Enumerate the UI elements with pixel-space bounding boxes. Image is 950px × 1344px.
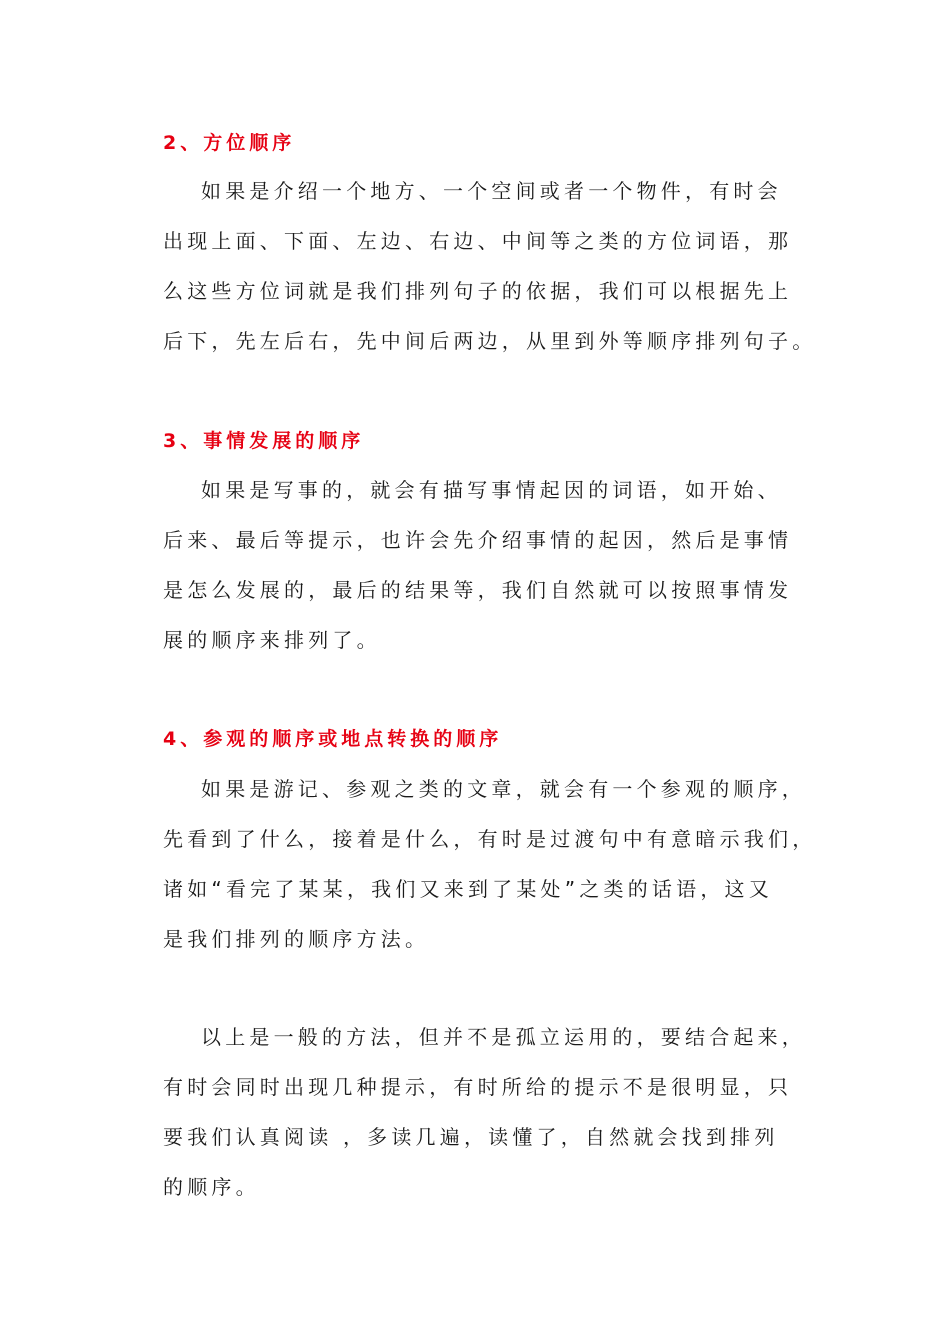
paragraph-line: 展的顺序来排列了。	[163, 628, 381, 652]
paragraph-line: 有时会同时出现几种提示，有时所给的提示不是很明显，只	[163, 1075, 793, 1099]
paragraph-line: 要我们认真阅读 ，多读几遍，读懂了，自然就会找到排列	[163, 1125, 779, 1149]
paragraph-line: 后来、最后等提示，也许会先介绍事情的起因，然后是事情	[163, 528, 793, 552]
paragraph-line: 是我们排列的顺序方法。	[163, 927, 430, 951]
section-heading-event-order: 3、事情发展的顺序	[163, 430, 365, 452]
paragraph-line: 是怎么发展的，最后的结果等，我们自然就可以按照事情发	[163, 578, 793, 602]
paragraph-line: 如果是游记、参观之类的文章，就会有一个参观的顺序，	[201, 777, 806, 801]
paragraph-line: 么这些方位词就是我们排列句子的依据，我们可以根据先上	[163, 279, 793, 303]
paragraph-line: 以上是一般的方法，但并不是孤立运用的，要结合起来，	[201, 1025, 806, 1049]
paragraph-line: 先看到了什么，接着是什么，有时是过渡句中有意暗示我们，	[163, 827, 817, 851]
paragraph-line: 如果是介绍一个地方、一个空间或者一个物件，有时会	[201, 179, 782, 203]
paragraph-line: 出现上面、下面、左边、右边、中间等之类的方位词语，那	[163, 229, 793, 253]
section-heading-direction-order: 2、方位顺序	[163, 132, 296, 154]
section-paragraph-visit-order	[163, 764, 823, 964]
paragraph-line: 如果是写事的，就会有描写事情起因的词语，如开始、	[201, 478, 782, 502]
paragraph-line: 诸如“看完了某某，我们又来到了某处”之类的话语，这又	[163, 877, 773, 901]
conclusion-paragraph	[163, 1012, 823, 1212]
paragraph-line: 的顺序。	[163, 1175, 260, 1199]
section-heading-visit-order: 4、参观的顺序或地点转换的顺序	[163, 728, 503, 750]
section-paragraph-event-order	[163, 465, 823, 665]
paragraph-line: 后下，先左后右，先中间后两边，从里到外等顺序排列句子。	[163, 329, 817, 353]
section-paragraph-direction-order	[163, 166, 823, 366]
